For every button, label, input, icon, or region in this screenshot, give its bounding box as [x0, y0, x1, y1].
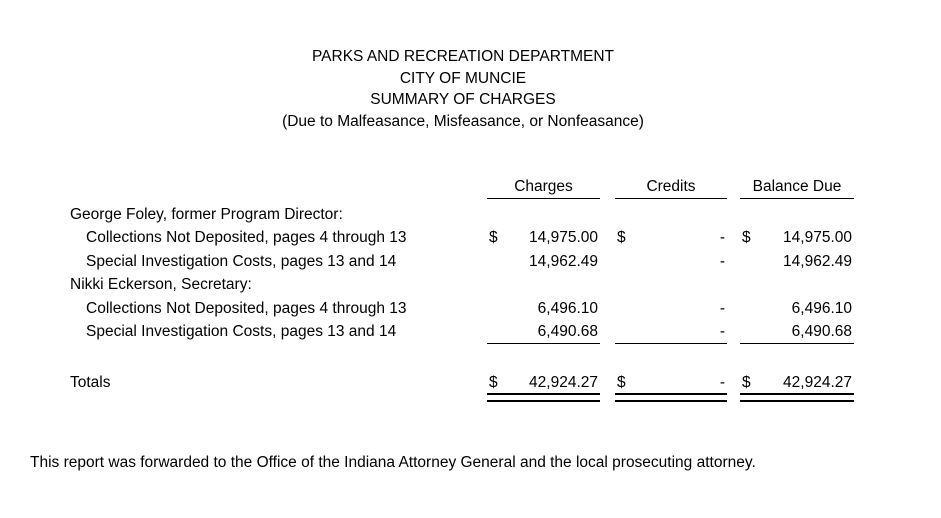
totals-balance-cell — [740, 367, 854, 393]
currency-sign: $ — [742, 374, 751, 391]
currency-sign: $ — [617, 374, 626, 391]
double-rule-balance — [740, 393, 854, 402]
totals-double-rule — [70, 393, 860, 402]
credits-cell — [615, 321, 727, 345]
report-title-subtitle: (Due to Malfeasance, Misfeasance, or Nonfeasance) — [282, 112, 644, 130]
row-label: Collections Not Deposited, pages 4 through 13 — [86, 229, 407, 247]
column-header-credits: Credits — [615, 176, 727, 199]
balance-cell — [740, 227, 854, 251]
totals-credits-value: - — [719, 374, 725, 391]
charges-value: 6,490.68 — [537, 322, 598, 340]
currency-sign: $ — [742, 229, 751, 247]
totals-label: Totals — [70, 374, 111, 391]
totals-charges-value: 42,924.27 — [529, 374, 598, 391]
row-label: George Foley, former Program Director: — [70, 205, 343, 223]
report-title-city: CITY OF MUNCIE — [399, 69, 527, 87]
row-label: Collections Not Deposited, pages 4 through 13 — [86, 299, 407, 317]
charges-table — [70, 176, 860, 402]
totals-balance-value: 42,924.27 — [783, 374, 852, 391]
forwarding-note: This report was forwarded to the Office of the Indiana Attorney General and the local prosecuting attorney. — [30, 454, 756, 471]
balance-value: 6,490.68 — [791, 322, 852, 340]
report-header — [0, 46, 926, 132]
balance-cell — [740, 203, 854, 227]
charges-value: 14,975.00 — [529, 229, 598, 247]
totals-credits-cell — [615, 367, 727, 393]
table-row-eckerson-collections — [70, 297, 860, 321]
double-rule-credits — [615, 393, 727, 402]
credits-cell — [615, 274, 727, 298]
balance-value: 14,975.00 — [783, 229, 852, 247]
row-label: Nikki Eckerson, Secretary: — [70, 276, 252, 294]
header-label-spacer — [70, 176, 487, 199]
credits-cell — [615, 297, 727, 321]
credits-cell — [615, 250, 727, 274]
charges-cell — [487, 250, 600, 274]
column-header-balance-due: Balance Due — [740, 176, 854, 199]
credits-value: - — [719, 322, 725, 340]
table-row-group-eckerson — [70, 274, 860, 298]
currency-sign: $ — [489, 374, 498, 391]
charges-value: 14,962.49 — [529, 252, 598, 270]
charges-cell — [487, 297, 600, 321]
credits-value: - — [719, 299, 725, 317]
balance-cell — [740, 274, 854, 298]
charges-cell — [487, 203, 600, 227]
balance-cell — [740, 250, 854, 274]
credits-value: - — [719, 252, 725, 270]
credits-cell — [615, 227, 727, 251]
table-row-eckerson-investigation — [70, 321, 860, 345]
table-row-totals — [70, 367, 860, 393]
column-header-charges: Charges — [487, 176, 600, 199]
charges-value: 6,496.10 — [537, 299, 598, 317]
balance-cell — [740, 321, 854, 345]
balance-value: 14,962.49 — [783, 252, 852, 270]
charges-cell — [487, 227, 600, 251]
balance-value: 6,496.10 — [791, 299, 852, 317]
table-row-foley-collections — [70, 227, 860, 251]
row-label: Special Investigation Costs, pages 13 and 14 — [86, 323, 397, 341]
spacer — [70, 344, 860, 367]
table-header-row — [70, 176, 860, 199]
double-rule-charges — [487, 393, 600, 402]
currency-sign: $ — [617, 229, 626, 247]
row-label: Special Investigation Costs, pages 13 and 14 — [86, 252, 397, 270]
spacer — [70, 393, 487, 402]
table-row-group-foley — [70, 203, 860, 227]
credits-value: - — [719, 229, 725, 247]
table-row-foley-investigation — [70, 250, 860, 274]
report-title-summary: SUMMARY OF CHARGES — [370, 91, 556, 108]
currency-sign: $ — [489, 229, 498, 247]
credits-cell — [615, 203, 727, 227]
charges-cell — [487, 274, 600, 298]
balance-cell — [740, 297, 854, 321]
report-title-department: PARKS AND RECREATION DEPARTMENT — [311, 48, 614, 65]
charges-cell — [487, 321, 600, 345]
totals-charges-cell — [487, 367, 600, 393]
